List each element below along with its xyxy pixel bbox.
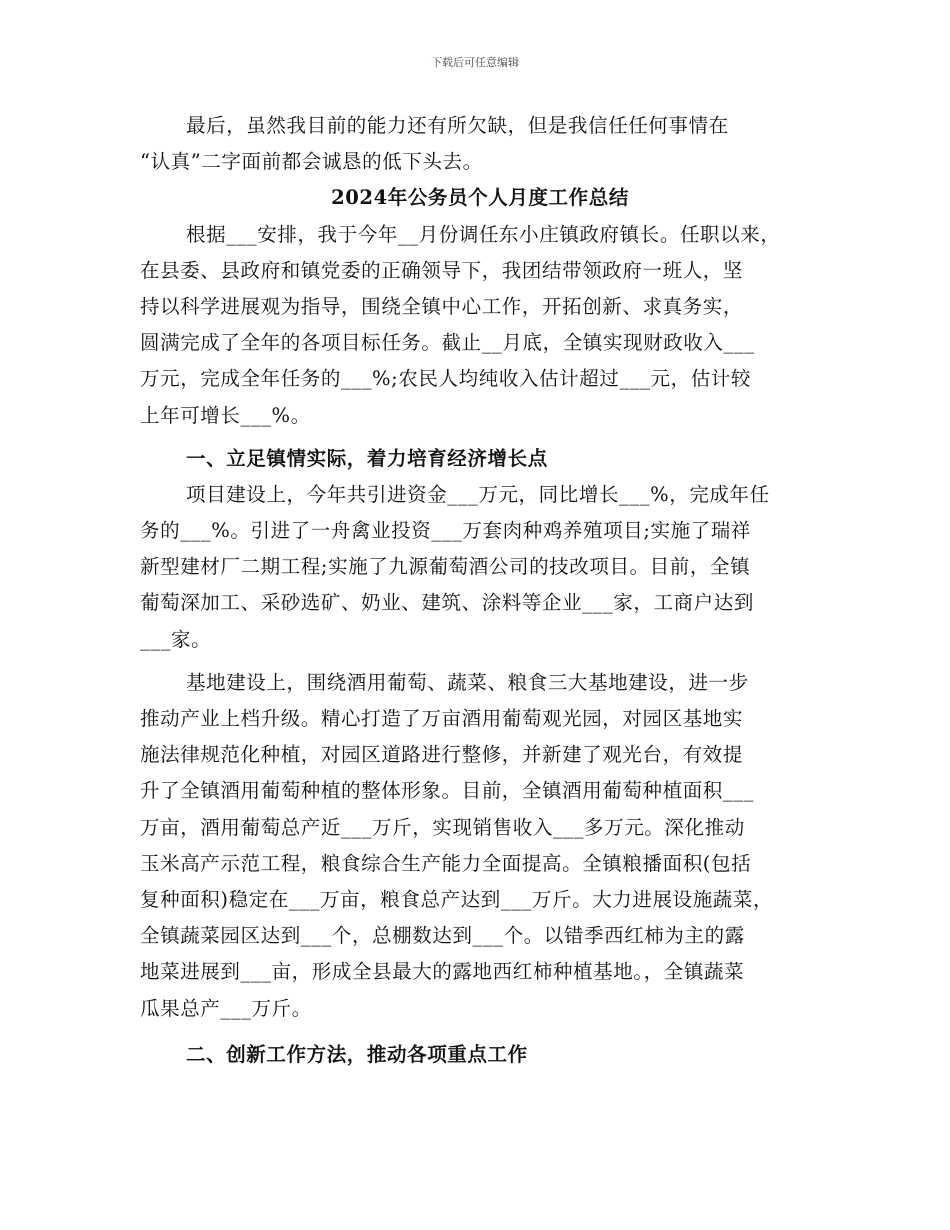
text-line: 瓜果总产___万斤。: [140, 996, 312, 1020]
document-title: 2024年公务员个人月度工作总结: [331, 186, 629, 210]
text-line: 地菜进展到___亩，形成全县最大的露地西红柿种植基地。，全镇蔬菜: [140, 960, 745, 984]
text-line: 在县委、县政府和镇党委的正确领导下，我团结带领政府一班人，坚: [140, 258, 744, 282]
text-line: 基地建设上，围绕酒用葡萄、蔬菜、粮食三大基地建设，进一步: [186, 670, 749, 694]
text-line: 万亩，酒用葡萄总产近___万斤，实现销售收入___多万元。深化推动: [140, 815, 745, 839]
paragraph-3: [140, 665, 820, 1027]
paragraph-1: [140, 217, 820, 434]
section-heading-1: 一、立足镇情实际，着力培育经济增长点: [186, 446, 548, 470]
text-line: “认真”二字面前都会诚恳的低下头去。: [140, 150, 483, 174]
page-header: 下载后可任意编辑: [431, 56, 519, 69]
text-line: 上年可增长___%。: [140, 403, 311, 427]
text-line: ___家。: [140, 627, 212, 651]
paragraph-2: [140, 477, 820, 658]
text-line: 根据___安排，我于今年__月份调任东小庄镇政府镇长。任职以来，: [186, 222, 781, 246]
text-line: 新型建材厂二期工程;实施了九源葡萄酒公司的技改项目。目前，全镇: [140, 555, 751, 579]
text-line: 施法律规范化种植，对园区道路进行整修，并新建了观光台，有效提: [140, 743, 744, 767]
intro-paragraph: [140, 108, 820, 180]
document-body: [140, 108, 820, 1073]
section-heading-2: 二、创新工作方法，推动各项重点工作: [186, 1042, 528, 1066]
text-line: 持以科学进展观为指导，围绕全镇中心工作，开拓创新、求真务实，: [140, 294, 744, 318]
text-line: 万元，完成全年任务的___%;农民人均纯收入估计超过___元，估计较: [140, 367, 751, 391]
text-line: 升了全镇酒用葡萄种植的整体形象。目前，全镇酒用葡萄种植面积___: [140, 779, 754, 803]
text-line: 复种面积)稳定在___万亩，粮食总产达到___万斤。大力进展设施蔬菜，: [140, 887, 774, 911]
text-line: 务的___%。引进了一舟禽业投资___万套肉种鸡养殖项目;实施了瑞祥: [140, 519, 751, 543]
text-line: 最后，虽然我目前的能力还有所欠缺，但是我信任任何事情在: [186, 114, 729, 137]
text-line: 玉米高产示范工程，粮食综合生产能力全面提高。全镇粮播面积(包括: [140, 851, 752, 875]
text-line: 全镇蔬菜园区达到___个，总棚数达到___个。以错季西红柿为主的露: [140, 924, 745, 948]
text-line: 葡萄深加工、采砂选矿、奶业、建筑、涂料等企业___家，工商户达到: [140, 591, 754, 615]
text-line: 圆满完成了全年的各项目标任务。截止__月底，全镇实现财政收入___: [140, 331, 755, 355]
text-line: 推动产业上档升级。精心打造了万亩酒用葡萄观光园，对园区基地实: [140, 707, 744, 730]
text-line: 项目建设上，今年共引进资金___万元，同比增长___%，完成年任: [186, 482, 770, 506]
